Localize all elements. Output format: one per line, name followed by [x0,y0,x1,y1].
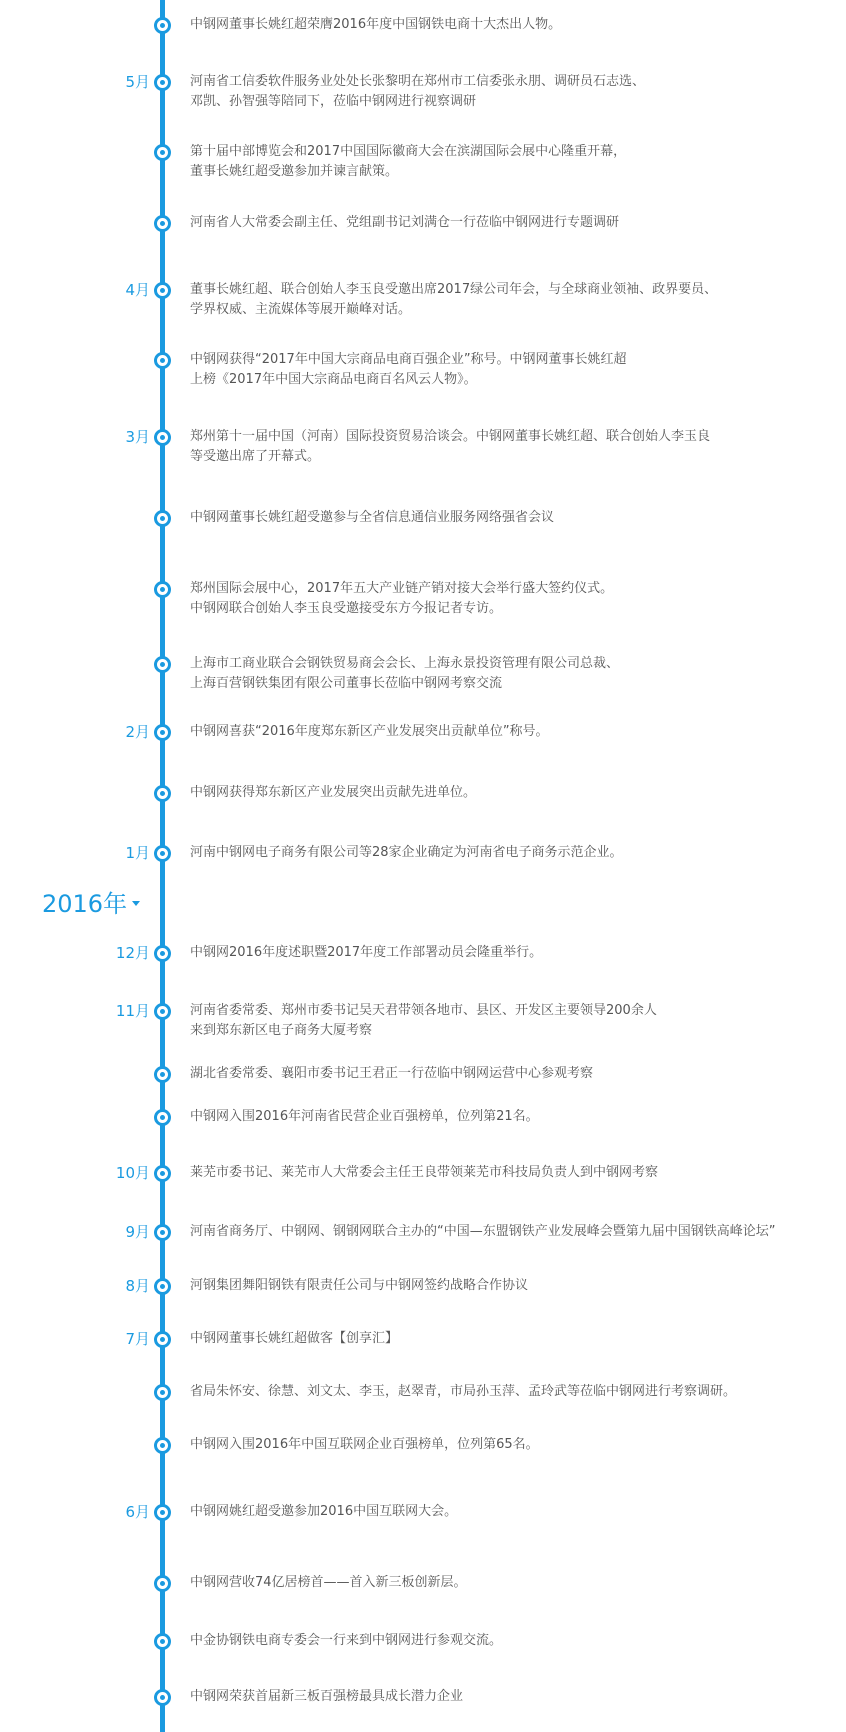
event-month-label: 1月 [125,844,150,862]
event-text [190,722,838,742]
event-month-label: 7月 [125,1330,150,1348]
event-text-line: 中钢网董事长姚红超受邀参与全省信息通信业服务网络强省会议 [190,510,555,525]
timeline-dot-icon [154,1437,171,1454]
event-text-line: 中金协钢铁电商专委会一行来到中钢网进行参观交流。 [190,1633,503,1648]
event-text-line: 省局朱怀安、徐慧、刘文太、李玉，赵翠青，市局孙玉萍、孟玲武等莅临中钢网进行考察调研。 [190,1384,737,1399]
event-text [190,15,838,35]
event-text-line: 中钢网姚红超受邀参加2016中国互联网大会。 [190,1504,458,1519]
year-header-2016[interactable]: 2016年 [42,890,128,918]
timeline-dot-icon [154,282,171,299]
timeline-dot-icon [154,1109,171,1126]
event-text [190,1163,838,1183]
event-text [190,1435,838,1455]
timeline-dot-icon [154,1504,171,1521]
timeline-dot-icon [154,656,171,673]
event-text-line: 等受邀出席了开幕式。 [190,449,321,464]
caret-down-icon[interactable] [132,901,140,906]
timeline-dot-icon [154,1633,171,1650]
event-text-line: 中钢网获得郑东新区产业发展突出贡献先进单位。 [190,785,477,800]
timeline-dot-icon [154,215,171,232]
timeline-dot-icon [154,429,171,446]
timeline-line [160,0,165,1732]
event-text-line: 中钢网联合创始人李玉良受邀接受东方今报记者专访。 [190,601,503,616]
event-month-label: 8月 [125,1277,150,1295]
timeline-dot-icon [154,785,171,802]
timeline-dot-icon [154,1165,171,1182]
event-text [190,1276,838,1296]
event-text-line: 学界权威、主流媒体等展开巅峰对话。 [190,302,412,317]
timeline-dot-icon [154,945,171,962]
timeline-dot-icon [154,1066,171,1083]
event-month-label: 4月 [125,281,150,299]
event-text-line: 中钢网2016年度述职暨2017年度工作部署动员会隆重举行。 [190,945,543,960]
event-text-line: 郑州第十一届中国（河南）国际投资贸易洽谈会。中钢网董事长姚红超、联合创始人李玉良 [190,429,711,444]
timeline-dot-icon [154,1278,171,1295]
event-text [190,508,838,528]
event-month-label: 5月 [125,73,150,91]
event-text [190,1382,838,1402]
timeline-dot-icon [154,1689,171,1706]
event-text-line: 第十届中部博览会和2017中国国际徽商大会在滨湖国际会展中心隆重开幕， [190,144,627,159]
timeline-dot-icon [154,144,171,161]
event-text-line: 上海市工商业联合会钢铁贸易商会会长、上海永景投资管理有限公司总裁、 [190,656,620,671]
event-text [190,1631,838,1651]
event-text [190,213,838,233]
event-text-line: 中钢网入围2016年河南省民营企业百强榜单，位列第21名。 [190,1109,539,1124]
event-text-line: 莱芜市委书记、莱芜市人大常委会主任王良带领莱芜市科技局负责人到中钢网考察 [190,1165,659,1180]
event-text [190,1107,838,1127]
event-month-label: 12月 [115,944,150,962]
event-text [190,783,838,803]
event-text-line: 上榜《2017年中国大宗商品电商百名风云人物》。 [190,372,477,387]
event-text-line: 郑州国际会展中心，2017年五大产业链产销对接大会举行盛大签约仪式。 [190,581,614,596]
event-text-line: 湖北省委常委、襄阳市委书记王君正一行莅临中钢网运营中心参观考察 [190,1066,594,1081]
event-text [190,350,838,390]
event-text [190,427,838,467]
timeline-dot-icon [154,724,171,741]
event-text [190,142,838,182]
event-month-label: 9月 [125,1223,150,1241]
event-text [190,1064,838,1084]
event-text-line: 中钢网获得“2017年中国大宗商品电商百强企业”称号。中钢网董事长姚红超 [190,352,627,367]
event-text [190,654,838,694]
timeline-dot-icon [154,510,171,527]
event-text-line: 邓凯、孙智强等陪同下，莅临中钢网进行视察调研 [190,94,477,109]
timeline-dot-icon [154,17,171,34]
timeline-dot-icon [154,845,171,862]
event-text [190,1687,838,1707]
event-text-line: 河南省委常委、郑州市委书记吴天君带领各地市、县区、开发区主要领导200余人 [190,1003,657,1018]
timeline-dot-icon [154,1003,171,1020]
event-text [190,72,838,112]
timeline-dot-icon [154,74,171,91]
event-text [190,1001,838,1041]
event-text-line: 董事长姚红超受邀参加并谏言献策。 [190,164,399,179]
event-text-line: 中钢网董事长姚红超荣膺2016年度中国钢铁电商十大杰出人物。 [190,17,562,32]
event-text-line: 中钢网荣获首届新三板百强榜最具成长潜力企业 [190,1689,464,1704]
event-text [190,1502,838,1522]
event-text-line: 中钢网营收74亿居榜首——首入新三板创新层。 [190,1575,467,1590]
timeline-dot-icon [154,1384,171,1401]
timeline-dot-icon [154,1331,171,1348]
event-text-line: 河钢集团舞阳钢铁有限责任公司与中钢网签约战略合作协议 [190,1278,529,1293]
event-text [190,1329,838,1349]
event-text-line: 中钢网董事长姚红超做客【创享汇】 [190,1331,399,1346]
event-text [190,280,838,320]
event-month-label: 3月 [125,428,150,446]
event-text [190,943,838,963]
event-text-line: 河南省人大常委会副主任、党组副书记刘满仓一行莅临中钢网进行专题调研 [190,215,620,230]
event-text [190,1222,838,1242]
event-month-label: 10月 [115,1164,150,1182]
event-text-line: 来到郑东新区电子商务大厦考察 [190,1023,373,1038]
event-text-line: 河南中钢网电子商务有限公司等28家企业确定为河南省电子商务示范企业。 [190,845,623,860]
event-month-label: 11月 [115,1002,150,1020]
event-text-line: 河南省商务厅、中钢网、钢钢网联合主办的“中国—东盟钢铁产业发展峰会暨第九届中国钢铁高峰论坛” [190,1224,776,1239]
event-text [190,579,838,619]
event-text-line: 河南省工信委软件服务业处处长张黎明在郑州市工信委张永朋、调研员石志选、 [190,74,646,89]
timeline-dot-icon [154,352,171,369]
event-month-label: 2月 [125,723,150,741]
timeline-dot-icon [154,1575,171,1592]
event-text-line: 中钢网喜获“2016年度郑东新区产业发展突出贡献单位”称号。 [190,724,549,739]
event-text-line: 上海百营钢铁集团有限公司董事长莅临中钢网考察交流 [190,676,503,691]
event-text [190,1573,838,1593]
event-month-label: 6月 [125,1503,150,1521]
event-text [190,843,838,863]
event-text-line: 董事长姚红超、联合创始人李玉良受邀出席2017绿公司年会，与全球商业领袖、政界要员、 [190,282,718,297]
event-text-line: 中钢网入围2016年中国互联网企业百强榜单，位列第65名。 [190,1437,539,1452]
timeline-dot-icon [154,1224,171,1241]
timeline-dot-icon [154,581,171,598]
